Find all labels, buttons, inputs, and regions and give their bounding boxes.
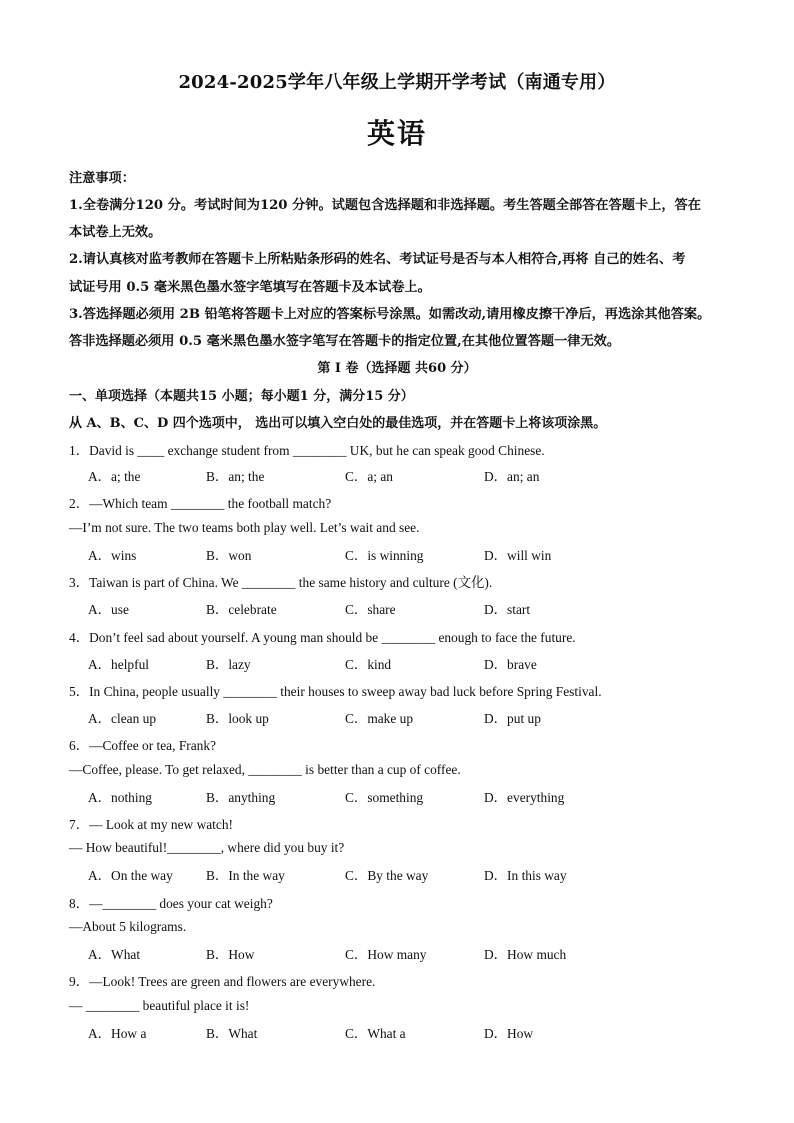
option-d: D．brave: [484, 657, 537, 672]
option-c: C．share: [345, 602, 396, 617]
option-c: C．What a: [345, 1026, 406, 1041]
option-b: B．an; the: [206, 469, 265, 484]
option-a: A．nothing: [88, 790, 152, 805]
option-a: A．a; the: [88, 469, 141, 484]
question-stem: 6．—Coffee or tea, Frank?: [69, 738, 217, 753]
question-stem: —Coffee, please. To get relaxed, ________ is better than a cup of coffee.: [69, 762, 461, 777]
option-d: D．put up: [484, 711, 541, 726]
section-heading: 一、单项选择（本题共15 小题；每小题1 分，满分15 分）: [69, 389, 414, 404]
option-a: A．use: [88, 602, 129, 617]
option-b: B．lazy: [206, 657, 251, 672]
option-b: B．anything: [206, 790, 276, 805]
question-stem: —I’m not sure. The two teams both play well. Let’s wait and see.: [69, 520, 420, 535]
option-d: D．an; an: [484, 469, 540, 484]
notice-line: 2.请认真核对监考教师在答题卡上所粘贴条形码的姓名、考试证号是否与本人相符合,再将 自己的姓名、考: [69, 252, 686, 267]
question-stem: 7．— Look at my new watch!: [69, 817, 233, 832]
option-b: B．In the way: [206, 868, 285, 883]
option-c: C．How many: [345, 947, 427, 962]
option-a: A．helpful: [88, 657, 149, 672]
subject-title: 英语: [366, 117, 427, 150]
option-d: D．How: [484, 1026, 534, 1041]
notice-line: 本试卷上无效。: [69, 225, 162, 240]
part-title: 第 I 卷（选择题 共60 分）: [317, 361, 477, 376]
question-stem: — ________ beautiful place it is!: [69, 998, 250, 1013]
section-instruction: 从 A、B、C、D 四个选项中， 选出可以填入空白处的最佳选项，并在答题卡上将该项涂黑。: [69, 416, 607, 431]
option-a: A．clean up: [88, 711, 157, 726]
question-stem: — How beautiful!________, where did you buy it?: [69, 840, 345, 855]
option-c: C．By the way: [345, 868, 429, 883]
option-c: C．make up: [345, 711, 414, 726]
question-stem: —About 5 kilograms.: [69, 919, 187, 934]
question-stem: 1．David is ____ exchange student from ________ UK, but he can speak good Chinese.: [69, 443, 545, 458]
notice-heading: 注意事项：: [69, 171, 135, 186]
question-stem: 3．Taiwan is part of China. We ________ the same history and culture (文化).: [69, 575, 493, 590]
option-c: C．is winning: [345, 548, 424, 563]
notice-line: 答非选择题必须用 0.5 毫米黑色墨水签字笔写在答题卡的指定位置,在其他位置答题一律无效。: [69, 334, 621, 349]
question-stem: 2．—Which team ________ the football match?: [69, 496, 332, 511]
question-stem: 4．Don’t feel sad about yourself. A young man should be ________ enough to face the future.: [69, 630, 576, 645]
notice-line: 试证号用 0.5 毫米黑色墨水签字笔填写在答题卡及本试卷上。: [69, 280, 431, 295]
question-stem: 8．—________ does your cat weigh?: [69, 896, 273, 911]
option-b: B．celebrate: [206, 602, 277, 617]
option-d: D．In this way: [484, 868, 567, 883]
option-c: C．kind: [345, 657, 392, 672]
exam-title: 2024-2025学年八年级上学期开学考试（南通专用）: [178, 72, 616, 93]
option-c: C．a; an: [345, 469, 393, 484]
option-c: C．something: [345, 790, 424, 805]
question-stem: 5．In China, people usually ________ their houses to sweep away bad luck before Spring Festival.: [69, 684, 602, 699]
notice-line: 3.答选择题必须用 2B 铅笔将答题卡上对应的答案标号涂黑。如需改动,请用橡皮擦干净后，再选涂其他答案。: [69, 307, 711, 322]
option-d: D．will win: [484, 548, 552, 563]
option-a: A．What: [88, 947, 141, 962]
option-a: A．wins: [88, 548, 137, 563]
option-a: A．How a: [88, 1026, 147, 1041]
option-b: B．How: [206, 947, 255, 962]
question-stem: 9．—Look! Trees are green and flowers are everywhere.: [69, 974, 376, 989]
option-d: D．start: [484, 602, 531, 617]
option-b: B．look up: [206, 711, 269, 726]
option-a: A．On the way: [88, 868, 173, 883]
option-d: D．How much: [484, 947, 567, 962]
option-d: D．everything: [484, 790, 565, 805]
option-b: B．What: [206, 1026, 258, 1041]
notice-line: 1.全卷满分120 分。考试时间为120 分钟。试题包含选择题和非选择题。考生答题全部答在答题卡上，答在: [69, 198, 701, 213]
option-b: B．won: [206, 548, 252, 563]
